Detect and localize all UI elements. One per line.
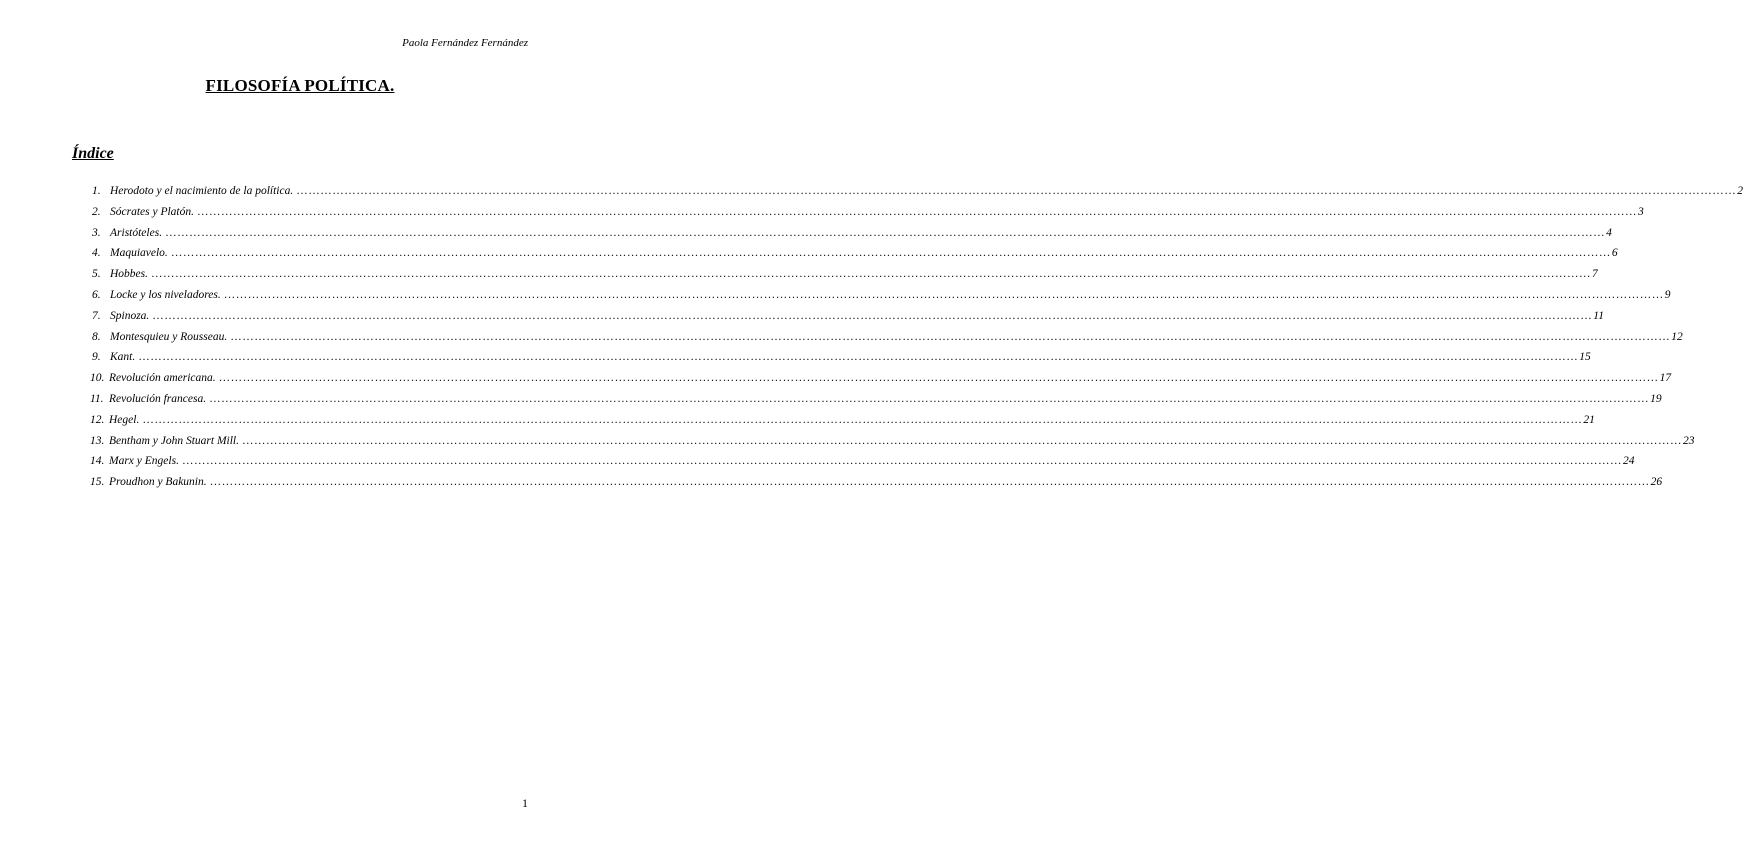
toc-entry[interactable] [92,226,1612,247]
toc-entry-number: 1. [92,185,101,197]
toc-entry[interactable] [90,372,1672,392]
toc-entry-page: 19 [1650,393,1662,405]
toc-entry-page: 17 [1659,372,1672,385]
toc-entry[interactable] [92,205,1644,226]
toc-entry-label: Revolución francesa. [109,393,207,405]
toc-leader-dots: ……………………………………………………………………………………………………………………………………………………………………………………………………………………………………………………………………………………………………………………………… [138,351,1579,364]
toc-leader-dots: ……………………………………………………………………………………………………………………………………………………………………………………………………………………………………………………………………………………………………………………………… [170,247,1611,260]
toc-entry-number: 11. [90,393,104,405]
toc-entry-page: 21 [1583,413,1595,426]
toc-entry-label: Maquiavelo. [110,247,168,260]
toc-entry-number: 10. [90,372,105,385]
toc-entry-page: 26 [1650,476,1663,489]
toc-entry-number: 14. [90,455,105,468]
toc-leader-dots: ……………………………………………………………………………………………………………………………………………………………………………………………………………………………………………………………………………………………………………………………… [296,185,1737,197]
page-number: 1 [522,796,528,810]
toc-entry-page: 23 [1683,434,1695,447]
document-title: FILOSOFÍA POLÍTICA. [205,76,395,95]
toc-entry-number: 8. [92,330,101,343]
toc-entry-label: Proudhon y Bakunin. [109,476,207,489]
toc-entry-label: Spinoza. [110,309,150,322]
toc-entry-number: 9. [92,351,101,364]
toc-entry-page: 11 [1593,309,1604,322]
toc-entry-label: Kant. [110,351,136,364]
toc-entry-number: 7. [92,309,101,322]
toc-entry-label: Marx y Engels. [109,455,179,468]
toc-entry-label: Hegel. [109,413,140,426]
toc-entry-page: 15 [1579,351,1591,364]
toc-leader-dots: ……………………………………………………………………………………………………………………………………………………………………………………………………………………………………………………………………………………………………………………………… [197,205,1637,218]
toc-entry-number: 2. [92,205,101,218]
toc-entry-page: 2 [1737,185,1743,197]
toc-leader-dots: ……………………………………………………………………………………………………………………………………………………………………………………………………………………………………………………………………………………………………………………………… [230,330,1671,343]
toc-entry-label: Hobbes. [110,268,149,281]
toc-leader-dots: ……………………………………………………………………………………………………………………………………………………………………………………………………………………………………………………………………………………………………………………………… [209,476,1650,489]
toc-leader-dots: ……………………………………………………………………………………………………………………………………………………………………………………………………………………………………………………………………………………………………………………………… [151,268,1592,281]
toc-entry[interactable] [92,330,1683,351]
toc-entry-label: Aristóteles. [110,226,163,239]
toc-entry[interactable] [90,434,1695,455]
toc-entry-label: Herodoto y el nacimiento de la política. [110,185,294,197]
toc-entry-number: 4. [92,247,101,260]
toc-entry[interactable] [92,351,1591,371]
toc-entry-number: 12. [90,413,105,426]
toc-entry[interactable] [90,455,1635,475]
toc-entry[interactable] [92,289,1671,309]
toc-entry-number: 13. [90,434,105,447]
toc-leader-dots: ……………………………………………………………………………………………………………………………………………………………………………………………………………………………………………………………………………………………………………………………… [152,309,1593,322]
toc-entry-page: 9 [1664,289,1671,301]
toc-entry-page: 3 [1638,205,1644,218]
toc-leader-dots: ……………………………………………………………………………………………………………………………………………………………………………………………………………………………………………………………………………………………………………………………… [223,289,1664,301]
toc-entry[interactable] [90,476,1663,496]
toc-entry-label: Revolución americana. [109,372,216,385]
toc-entry-page: 4 [1606,226,1612,239]
toc-entry[interactable] [92,268,1598,288]
toc-entry-label: Locke y los niveladores. [110,289,221,301]
header-author: Paola Fernández Fernández [402,37,528,49]
toc-entry-label: Sócrates y Platón. [110,205,194,218]
toc-entry-number: 6. [92,289,101,301]
toc-entry-page: 12 [1671,330,1683,343]
toc-leader-dots: ……………………………………………………………………………………………………………………………………………………………………………………………………………………………………………………………………………………………………………………………… [242,434,1682,447]
toc-entry-page: 6 [1611,247,1618,260]
toc-leader-dots: ……………………………………………………………………………………………………………………………………………………………………………………………………………………………………………………………………………………………………………………………… [165,226,1606,239]
toc-entry-number: 3. [92,226,101,239]
toc-entry[interactable] [92,185,1743,205]
toc-entry[interactable] [92,309,1604,330]
toc-leader-dots: ……………………………………………………………………………………………………………………………………………………………………………………………………………………………………………………………………………………………………………………………… [218,372,1659,385]
toc-leader-dots: ……………………………………………………………………………………………………………………………………………………………………………………………………………………………………………………………………………………………………………………………… [181,455,1622,468]
toc-entry-label: Bentham y John Stuart Mill. [109,434,239,447]
toc-entry[interactable] [90,393,1662,413]
toc-entry[interactable] [92,247,1618,267]
toc-entry-number: 5. [92,268,101,281]
index-heading: Índice [72,145,114,162]
toc-leader-dots: ……………………………………………………………………………………………………………………………………………………………………………………………………………………………………………………………………………………………………………………………… [142,413,1583,426]
toc-entry-page: 7 [1592,268,1598,281]
toc-entry[interactable] [90,413,1595,434]
toc-entry-label: Montesquieu y Rousseau. [110,330,228,343]
toc-leader-dots: ……………………………………………………………………………………………………………………………………………………………………………………………………………………………………………………………………………………………………………………………… [209,393,1650,405]
toc-entry-number: 15. [90,476,105,489]
toc-entry-page: 24 [1622,455,1635,468]
